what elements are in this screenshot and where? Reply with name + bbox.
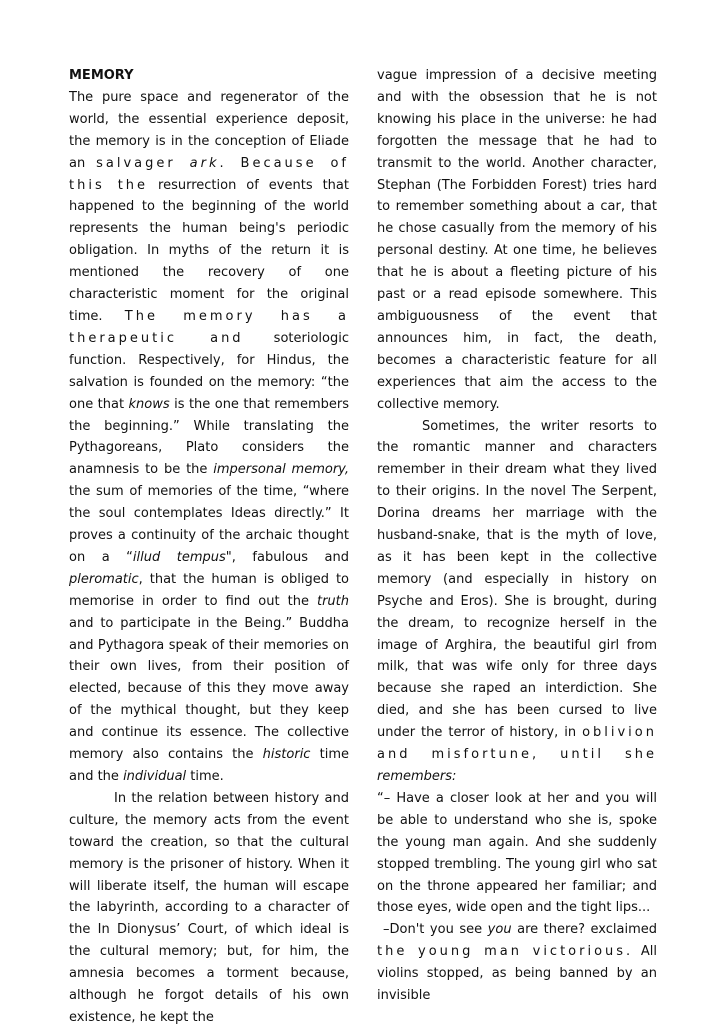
text-run: resurrection of events that happened to the beginning of the world represents the human being's periodic obligation. In myths of the return it is mentioned the recovery of one characteristic moment for the original time.	[69, 177, 349, 324]
right-paragraph-1: vague impression of a decisive meeting and with the obsession that he is not knowing his place in the universe: he had forgotten the message that he had to transmit to the world. Another character, Stephan (The Forbidden Forest) tries hard to remember something about a car, that he chose casually from the memory of his personal destiny. At one time, he believes that he is about a fleeting picture of his past or a read episode somewhere. This ambiguousness of the event that announces him, in fact, the death, becomes a characteristic feature for all experiences that aim the access to the collective memory.	[377, 68, 657, 412]
text-run: time.	[186, 769, 224, 784]
right-paragraph-3: “– Have a closer look at her and you will be able to understand who she is, spoke the young man again. And she suddenly stopped trembling. The young girl who sat on the throne appeared her familiar; and those eyes, wide open and the tight lips...	[377, 790, 657, 916]
text-run-italic: truth	[316, 593, 349, 609]
text-run: The pure space and regenerator of the world, the essential experience deposit, the memory is in the conception of Eliade an	[69, 89, 349, 171]
text-run: the young man victorious.	[377, 944, 634, 960]
text-run-italic: impersonal memory,	[213, 462, 349, 478]
text-run: salvager	[96, 155, 190, 171]
text-run: –Don't you see	[383, 922, 488, 938]
text-run: The memory has a therapeutic and	[69, 308, 349, 346]
text-run: is the one that remembers the beginning.” While translating the Pythagoreans, Plato considers the anamnesis to be the	[69, 396, 349, 478]
text-run: time and the	[69, 747, 349, 784]
text-run-italic: pleromatic	[69, 571, 139, 587]
text-run-italic: historic	[262, 747, 311, 763]
text-run-italic: individual	[123, 769, 187, 784]
right-paragraph-2	[377, 416, 657, 788]
text-run: ", fabulous and	[225, 549, 349, 565]
section-heading: MEMORY	[69, 68, 134, 83]
text-run: All violins stopped, as being banned by an invisible	[377, 944, 658, 1004]
text-run: , that the human is obliged to memorise in order to find out the	[69, 571, 349, 609]
text-run-italic: illud tempus	[132, 549, 226, 565]
right-column	[377, 65, 657, 1007]
text-run: Sometimes, the writer resorts to the romantic manner and characters remember in their dream what they lived to their origins. In the novel The Serpent, Dorina dreams her marriage with the husband-snake, that is the myth of love, as it has been kept in the collective memory (and especially in history on Psyche and Eros). She is brought, during the dream, to recognize herself in the image of Arghira, the beautiful girl from milk, that was wife only for three days because she raped an interdiction. She died, and she has been cursed to live under the terror of history, in	[377, 418, 657, 741]
text-run: and to participate in the Being.” Buddha and Pythagora speak of their memories on their own lives, from their position of elected, because of this they move away of the mythical thought, but they keep and continue its essence. The collective memory also contains the	[69, 615, 349, 763]
text-run: . Because of this the	[69, 155, 349, 193]
text-run-italic: you	[487, 922, 512, 938]
text-run: oblivion and misfortune, until she	[377, 725, 657, 763]
left-paragraph-2: In the relation between history and culture, the memory acts from the event toward the creation, so that the cultural memory is the prisoner of history. When it will liberate itself, the human will escape the labyrinth, according to a character of the In Dionysus’ Court, of which ideal is the cultural memory; but, for him, the amnesia becomes a torment because, although he forgot details of his own existence, he kept the	[69, 790, 349, 1025]
left-paragraph-1	[69, 87, 349, 788]
text-run-italic: remembers:	[377, 769, 457, 784]
text-run: soteriologic function. Respectively, for Hindus, the salvation is founded on the memory: “the one that	[69, 330, 349, 412]
left-column	[69, 65, 349, 1029]
right-paragraph-4	[377, 919, 657, 1007]
text-run-italic: ark	[189, 155, 220, 171]
text-run: the sum of memories of the time, “where the soul contemplates Ideas directly.” It proves a continuity of the archaic thought on a “	[69, 484, 349, 565]
text-run: are there? exclaimed	[511, 922, 657, 938]
text-run-italic: knows	[128, 396, 170, 412]
